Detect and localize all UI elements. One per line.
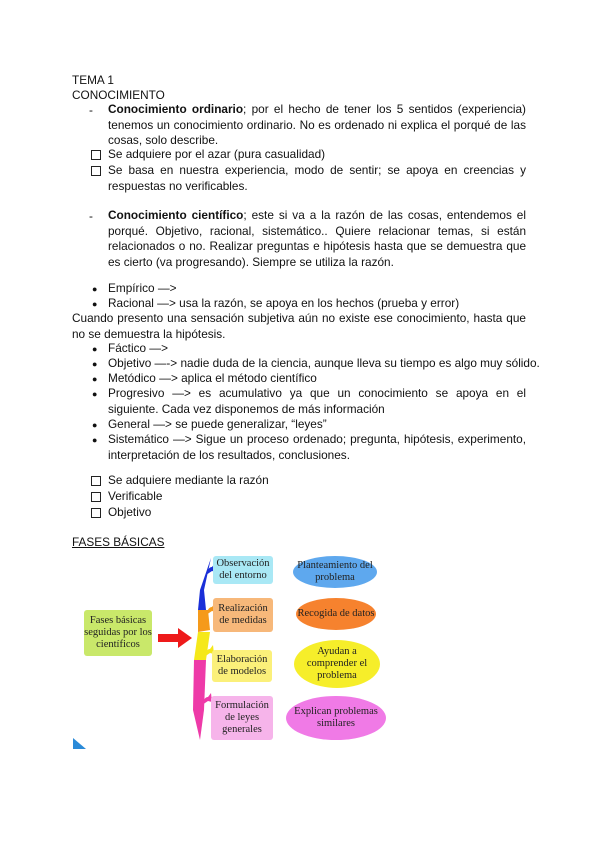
main-arrow-head bbox=[178, 628, 192, 648]
section-title: CONOCIMIENTO bbox=[72, 88, 165, 102]
list-item: Progresivo —> es acumulativo ya que un conocimiento se apoya en el siguiente. Cada vez disponemos de más información bbox=[108, 386, 526, 416]
main-arrow-shaft bbox=[158, 634, 180, 642]
diagram-step-box: Observación del entorno bbox=[213, 556, 273, 584]
bullet-icon: ● bbox=[92, 420, 98, 430]
diagram-outcome-oval: Recogida de datos bbox=[296, 598, 376, 630]
scientific-knowledge-text: ; este si va a la razón de las cosas, entendemos el porqué. Objetivo, racional, sistemático.. Quiere relacionar temas, si están relacionados o no. Realizar preguntas e hipótesis hasta que se demuestra que es cierto (va progresando). Siempre se utiliza la razón. bbox=[108, 208, 526, 269]
ordinary-knowledge-paragraph bbox=[108, 102, 526, 149]
dash-marker: - bbox=[89, 103, 93, 117]
checkbox[interactable] bbox=[91, 150, 101, 160]
checkbox-label: Verificable bbox=[108, 489, 163, 503]
corner-triangle-icon bbox=[73, 738, 87, 750]
list-item: Racional —> usa la razón, se apoya en los hechos (prueba y error) bbox=[108, 296, 460, 310]
checkbox[interactable] bbox=[91, 492, 101, 502]
topic-title: TEMA 1 bbox=[72, 73, 114, 87]
checkbox-label: Se basa en nuestra experiencia, modo de sentir; se apoya en creencias y respuestas no verificables. bbox=[108, 163, 526, 193]
bullet-icon: ● bbox=[92, 344, 98, 354]
diagram-outcome-oval: Ayudan a comprender el problema bbox=[294, 640, 380, 688]
diagram-step-box: Realización de medidas bbox=[213, 598, 273, 632]
list-item: Empírico —> bbox=[108, 281, 177, 295]
list-item: Objetivo —-> nadie duda de la ciencia, aunque lleva su tiempo es algo muy sólido. bbox=[108, 356, 540, 370]
diagram-outcome-oval: Planteamiento del problema bbox=[293, 556, 377, 588]
checkbox-label: Se adquiere mediante la razón bbox=[108, 473, 269, 487]
bar-segment-yellow bbox=[194, 632, 210, 660]
fases-diagram bbox=[80, 550, 400, 750]
checkbox-label: Objetivo bbox=[108, 505, 152, 519]
checkbox-label: Se adquiere por el azar (pura casualidad) bbox=[108, 147, 326, 161]
bullet-icon: ● bbox=[92, 374, 98, 384]
ordinary-knowledge-term: Conocimiento ordinario bbox=[108, 102, 244, 116]
diagram-step-box: Formulación de leyes generales bbox=[211, 696, 273, 740]
list-item: Fáctico —> bbox=[108, 341, 168, 355]
bullet-icon: ● bbox=[92, 299, 98, 309]
diagram-outcome-oval: Explican problemas similares bbox=[286, 696, 386, 740]
fases-heading: FASES BÁSICAS bbox=[72, 535, 165, 549]
bar-segment-blue bbox=[198, 558, 211, 610]
checkbox[interactable] bbox=[91, 166, 101, 176]
list-item: General —> se puede generalizar, “leyes” bbox=[108, 417, 327, 431]
list-item: Sistemático —> Sigue un proceso ordenado; pregunta, hipótesis, experimento, interpretación de los resultados, conclusiones. bbox=[108, 432, 526, 462]
dash-marker: - bbox=[89, 209, 93, 223]
checkbox[interactable] bbox=[91, 476, 101, 486]
list-item: Metódico —> aplica el método científico bbox=[108, 371, 317, 385]
diagram-step-box: Elaboración de modelos bbox=[212, 650, 272, 682]
body-paragraph: Cuando presento una sensación subjetiva aún no existe ese conocimiento, hasta que no se demuestra la hipótesis. bbox=[72, 311, 526, 341]
checkbox[interactable] bbox=[91, 508, 101, 518]
bullet-icon: ● bbox=[92, 389, 98, 399]
bullet-icon: ● bbox=[92, 284, 98, 294]
diagram-root-box: Fases básicas seguidas por los científicos bbox=[84, 610, 152, 656]
bullet-icon: ● bbox=[92, 359, 98, 369]
scientific-knowledge-term: Conocimiento científico bbox=[108, 208, 244, 222]
ordinary-knowledge-text: ; por el hecho de tener los 5 sentidos (experiencia) tenemos un conocimiento ordinario. No es ordenado ni explica el porqué de las cosas, solo describe. bbox=[108, 102, 526, 148]
bullet-icon: ● bbox=[92, 435, 98, 445]
scientific-knowledge-paragraph bbox=[108, 208, 526, 270]
